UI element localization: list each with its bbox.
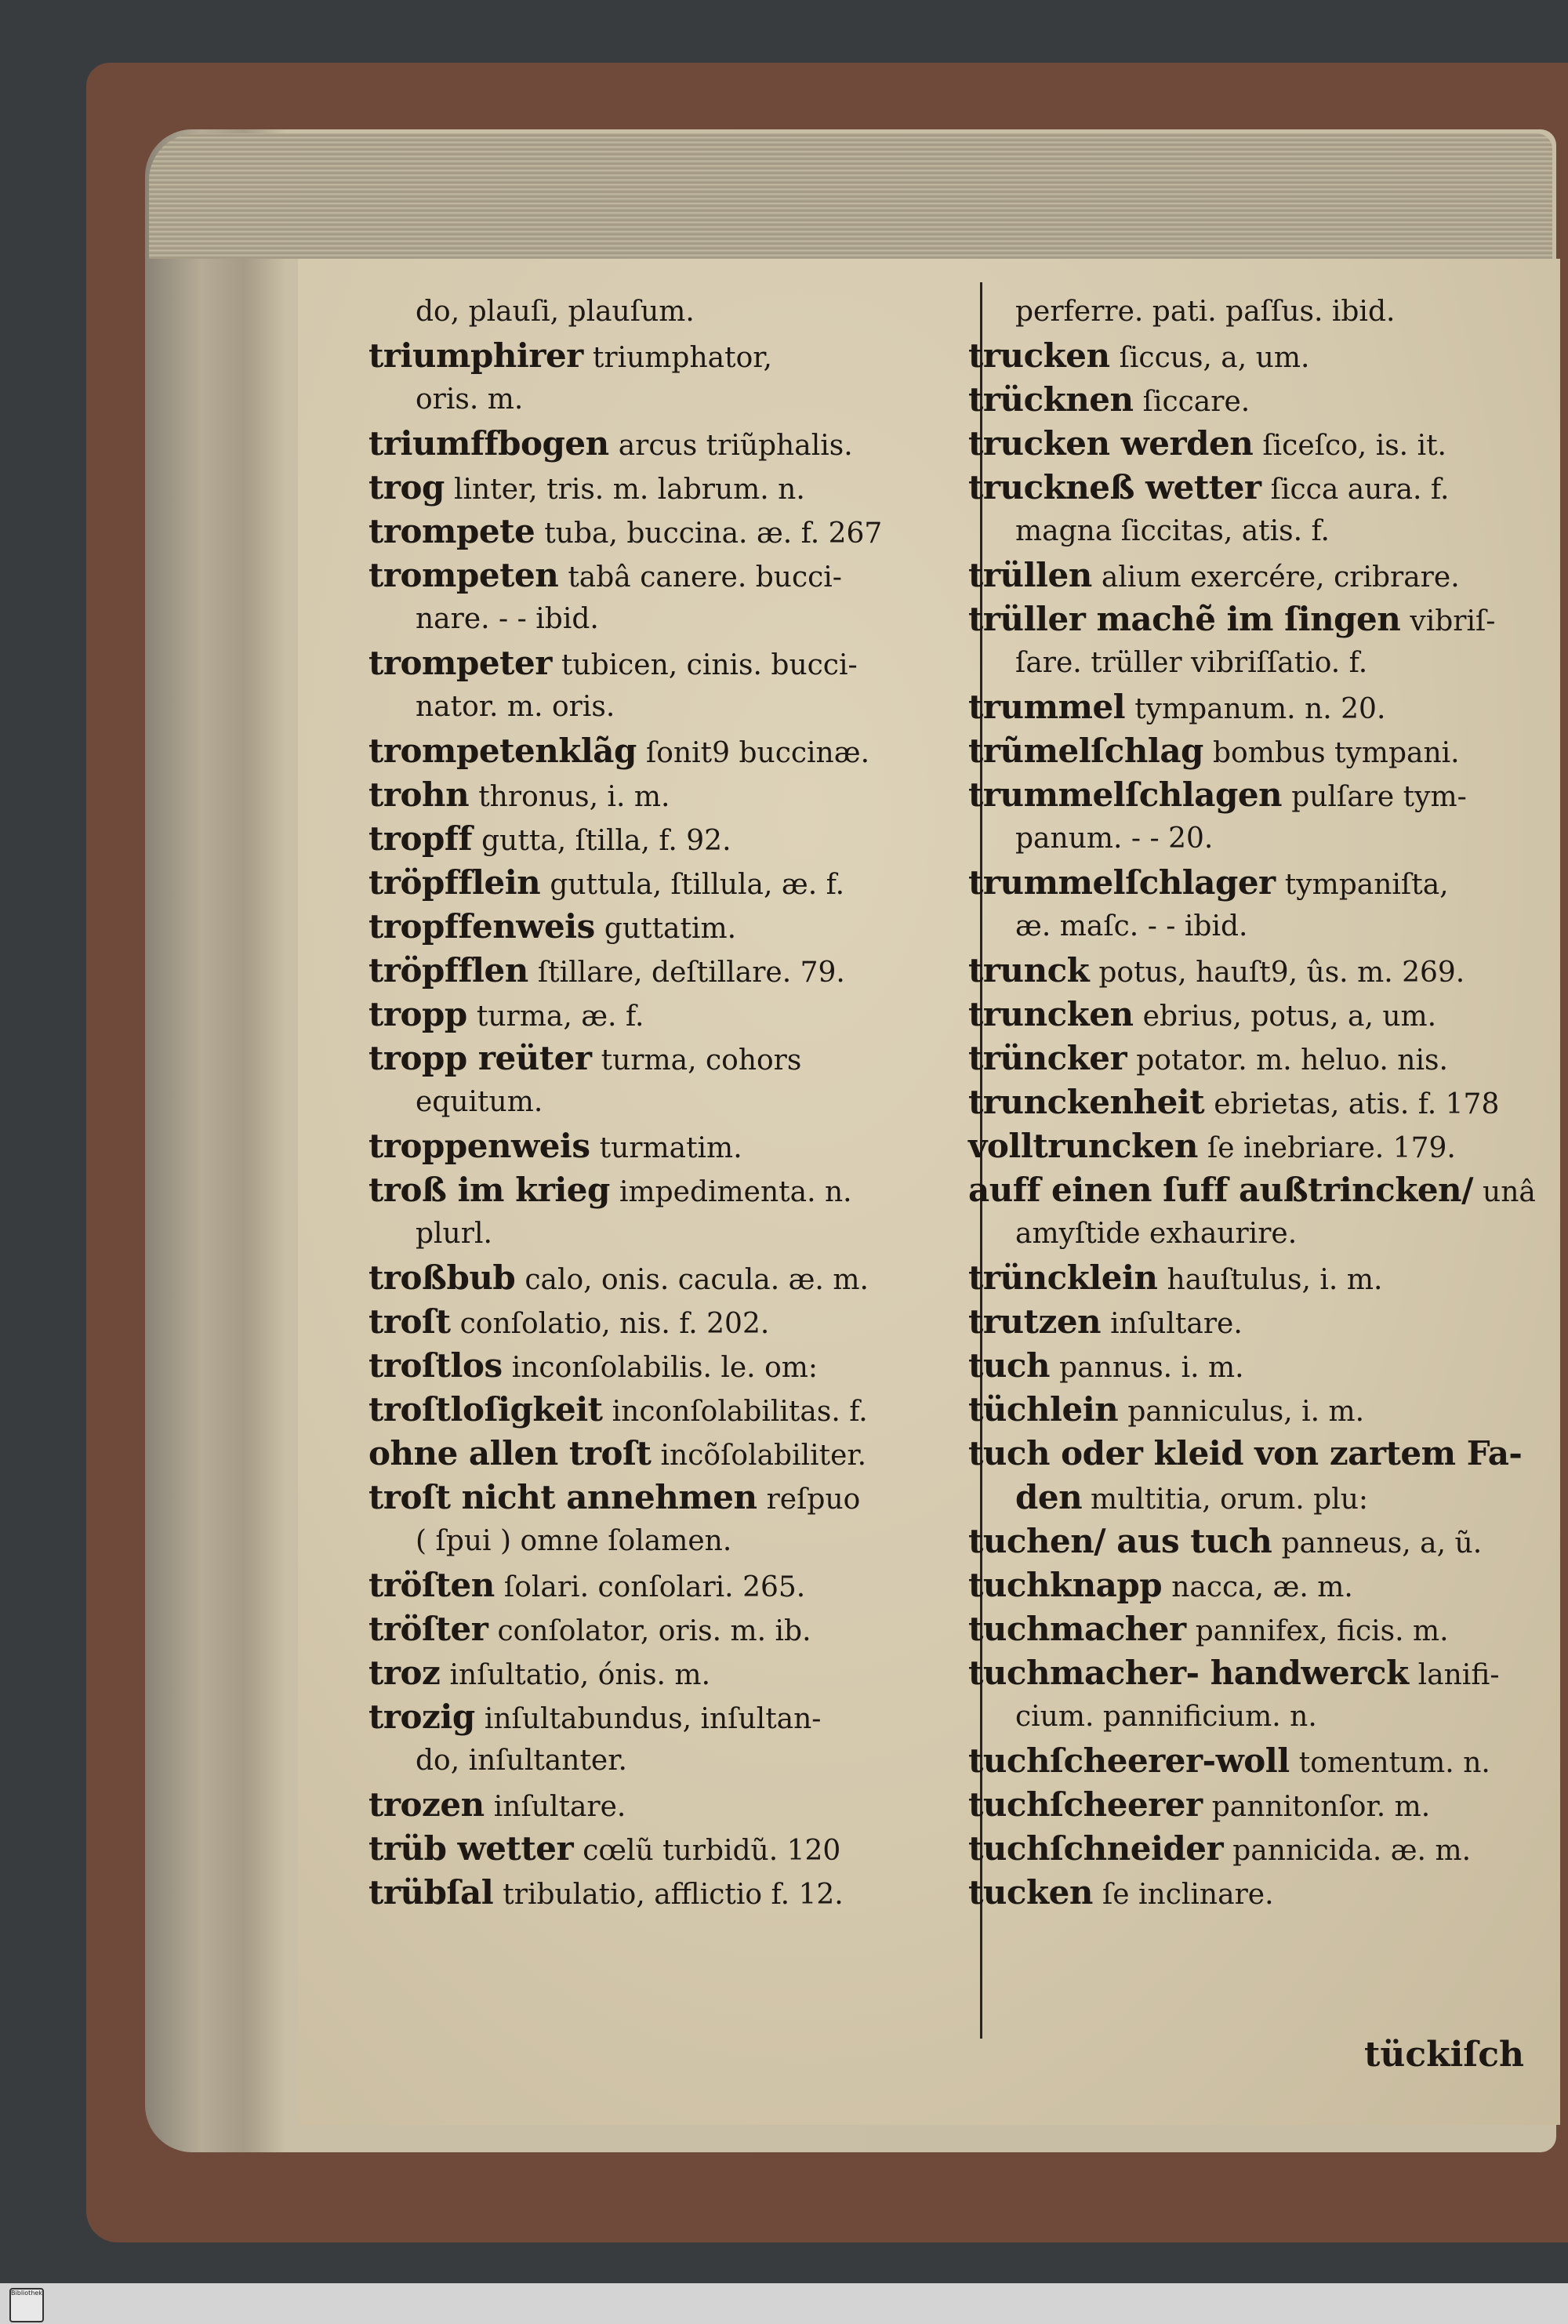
headword: truncken — [968, 995, 1134, 1033]
headword: tröſten — [368, 1566, 495, 1604]
latin-gloss: plurl. — [416, 1218, 492, 1250]
latin-gloss: ſicca aura. f. — [1270, 474, 1450, 506]
latin-gloss: panniculus, i. m. — [1127, 1396, 1365, 1428]
latin-gloss: nacca, æ. m. — [1171, 1571, 1353, 1603]
dictionary-entry — [368, 290, 980, 334]
dictionary-entry — [968, 1476, 1548, 1520]
headword: trompetenklãg — [368, 732, 637, 770]
dictionary-entry — [368, 1695, 980, 1739]
latin-gloss: hauſtulus, i. m. — [1167, 1264, 1383, 1296]
latin-gloss: pannicida. æ. m. — [1232, 1835, 1472, 1867]
right-column — [968, 290, 1548, 1915]
latin-gloss: linter, tris. m. labrum. n. — [454, 474, 805, 506]
latin-gloss: perferre. pati. paſſus. ibid. — [1015, 296, 1396, 328]
dictionary-entry — [368, 334, 980, 378]
headword: troſtloſigkeit — [368, 1390, 603, 1429]
dictionary-entry — [968, 334, 1548, 378]
latin-gloss: guttatim. — [604, 913, 737, 945]
headword: tuchen/ aus tuch — [968, 1522, 1272, 1560]
dictionary-entry — [368, 685, 980, 729]
latin-gloss: tomentum. n. — [1298, 1747, 1490, 1779]
dictionary-entry — [968, 1520, 1548, 1563]
headword: ohne allen troſt — [368, 1434, 652, 1472]
headword: troz — [368, 1654, 441, 1692]
dictionary-entry — [968, 1563, 1548, 1607]
headword: den — [1015, 1478, 1083, 1516]
headword: troſt nicht annehmen — [368, 1478, 757, 1516]
latin-gloss: æ. maſc. - - ibid. — [1015, 910, 1248, 942]
latin-gloss: arcus triũphalis. — [618, 430, 853, 462]
latin-gloss: pannitonſor. m. — [1211, 1791, 1431, 1823]
dictionary-entry — [968, 773, 1548, 817]
latin-gloss: tabâ canere. bucci- — [568, 561, 842, 594]
dictionary-entry — [368, 1827, 980, 1871]
headword: trompeter — [368, 644, 552, 682]
dictionary-entry — [968, 861, 1548, 905]
dictionary-entry — [968, 729, 1548, 773]
headword: triumphirer — [368, 336, 583, 375]
dictionary-entry — [368, 949, 980, 993]
headword: trüncker — [968, 1039, 1127, 1077]
dictionary-entry — [368, 1124, 980, 1168]
dictionary-entry — [368, 378, 980, 422]
headword: trüncklein — [968, 1258, 1158, 1297]
latin-gloss: pannifex, ficis. m. — [1195, 1615, 1449, 1647]
headword: tuchſcheerer-woll — [968, 1741, 1290, 1780]
latin-gloss: potus, hauſt9, ûs. m. 269. — [1098, 957, 1465, 989]
dictionary-entry — [968, 1388, 1548, 1432]
dictionary-entry — [368, 729, 980, 773]
latin-gloss: ſolari. conſolari. 265. — [503, 1571, 806, 1603]
dictionary-entry — [968, 597, 1548, 641]
headword: trozig — [368, 1698, 475, 1736]
headword: tropp reüter — [368, 1039, 592, 1077]
latin-gloss: conſolatio, nis. f. 202. — [459, 1308, 770, 1340]
headword: triumffbogen — [368, 424, 609, 463]
dictionary-entry — [968, 1871, 1548, 1915]
dictionary-entry — [968, 817, 1548, 861]
latin-gloss: pannus. i. m. — [1059, 1352, 1244, 1384]
latin-gloss: triumphator, — [592, 342, 772, 374]
latin-gloss: inconſolabilitas. f. — [612, 1396, 868, 1428]
catchword: tückiſch — [1364, 2035, 1525, 2075]
dictionary-entry — [368, 641, 980, 685]
headword: trüllen — [968, 556, 1092, 594]
headword: tuchknapp — [968, 1566, 1163, 1604]
dictionary-entry — [368, 597, 980, 641]
dictionary-entry — [968, 1037, 1548, 1080]
page-edges — [149, 133, 1552, 259]
dictionary-entry — [368, 993, 980, 1037]
headword: volltruncken — [968, 1127, 1198, 1165]
latin-gloss: ſare. trüller vibriſſatio. f. — [1015, 647, 1368, 679]
latin-gloss: inconſolabilis. le. om: — [511, 1352, 818, 1384]
latin-gloss: ſiccare. — [1142, 386, 1250, 418]
latin-gloss: ſonit9 buccinæ. — [645, 737, 870, 769]
latin-gloss: tympaniſta, — [1284, 869, 1449, 901]
headword: trog — [368, 468, 445, 507]
latin-gloss: impedimenta. n. — [619, 1176, 852, 1208]
latin-gloss: cium. pannificium. n. — [1015, 1701, 1317, 1733]
dictionary-entry — [368, 861, 980, 905]
latin-gloss: ſtillare, deſtillare. 79. — [537, 957, 845, 989]
dictionary-entry — [968, 905, 1548, 949]
headword: tüchlein — [968, 1390, 1119, 1429]
headword: trunckenheit — [968, 1083, 1205, 1121]
headword: tuch oder kleid von zartem Fa- — [968, 1434, 1523, 1472]
dictionary-entry — [368, 1037, 980, 1080]
dictionary-entry — [968, 1300, 1548, 1344]
dictionary-entry — [968, 1651, 1548, 1695]
latin-gloss: inſultabundus, inſultan- — [484, 1703, 822, 1735]
dictionary-entry — [368, 1476, 980, 1520]
dictionary-entry — [368, 1300, 980, 1344]
dictionary-entry — [368, 1739, 980, 1783]
dictionary-entry — [968, 1783, 1548, 1827]
dictionary-entry — [968, 641, 1548, 685]
latin-gloss: magna ſiccitas, atis. f. — [1015, 515, 1330, 547]
dictionary-entry — [368, 773, 980, 817]
latin-gloss: ſe inebriare. 179. — [1207, 1132, 1456, 1164]
latin-gloss: do, plauſi, plauſum. — [416, 296, 695, 328]
headword: trummelſchlagen — [968, 775, 1283, 814]
latin-gloss: potator. m. heluo. nis. — [1136, 1044, 1448, 1077]
dictionary-entry — [968, 466, 1548, 510]
dictionary-entry — [368, 1520, 980, 1563]
dictionary-entry — [368, 1432, 980, 1476]
dictionary-entry — [368, 554, 980, 597]
dictionary-entry — [968, 1168, 1548, 1212]
latin-gloss: bombus tympani. — [1213, 737, 1460, 769]
latin-gloss: panum. - - 20. — [1015, 822, 1214, 855]
latin-gloss: amyſtide exhaurire. — [1015, 1218, 1298, 1250]
headword: trucken werden — [968, 424, 1254, 463]
latin-gloss: multitia, orum. plu: — [1090, 1483, 1369, 1516]
headword: troß im krieg — [368, 1171, 610, 1209]
latin-gloss: unâ — [1483, 1176, 1536, 1208]
headword: trutzen — [968, 1302, 1102, 1341]
latin-gloss: turmatim. — [599, 1132, 742, 1164]
dictionary-entry — [968, 1432, 1548, 1476]
latin-gloss: ( ſpui ) omne ſolamen. — [416, 1525, 732, 1557]
latin-gloss: lanifi- — [1417, 1659, 1500, 1691]
latin-gloss: alium exercére, cribrare. — [1101, 561, 1460, 594]
dictionary-entry — [368, 1783, 980, 1827]
dictionary-entry — [368, 1871, 980, 1915]
dictionary-entry — [368, 1651, 980, 1695]
headword: auff einen ſuff außtrincken/ — [968, 1171, 1473, 1209]
latin-gloss: reſpuo — [766, 1483, 861, 1516]
headword: troppenweis — [368, 1127, 590, 1165]
latin-gloss: nare. - - ibid. — [416, 603, 599, 635]
latin-gloss: tympanum. n. 20. — [1134, 693, 1386, 725]
latin-gloss: tribulatio, afflictio f. 12. — [503, 1879, 844, 1911]
latin-gloss: ſiccus, a, um. — [1119, 342, 1310, 374]
dictionary-entry — [968, 510, 1548, 554]
headword: trohn — [368, 775, 470, 814]
library-logo: Bibliothek — [9, 2288, 44, 2322]
latin-gloss: vibriſ- — [1410, 605, 1496, 637]
latin-gloss: pulſare tym- — [1291, 781, 1467, 813]
latin-gloss: calo, onis. cacula. æ. m. — [524, 1264, 869, 1296]
headword: trüb wetter — [368, 1829, 574, 1868]
dictionary-entry — [968, 1344, 1548, 1388]
footer-bar — [0, 2283, 1568, 2324]
headword: trummelſchlager — [968, 863, 1276, 902]
latin-gloss: guttula, ſtillula, æ. f. — [550, 869, 845, 901]
latin-gloss: ebrietas, atis. f. 178 — [1214, 1088, 1500, 1120]
headword: tuchſchneider — [968, 1829, 1224, 1868]
dictionary-entry — [368, 1256, 980, 1300]
dictionary-entry — [368, 1607, 980, 1651]
headword: trũmelſchlag — [968, 732, 1203, 770]
dictionary-entry — [968, 1827, 1548, 1871]
dictionary-entry — [968, 554, 1548, 597]
latin-gloss: panneus, a, ũ. — [1281, 1527, 1483, 1560]
latin-gloss: cœlũ turbidũ. 120 — [583, 1835, 841, 1867]
latin-gloss: turma, cohors — [601, 1044, 802, 1077]
headword: tröpfflein — [368, 863, 541, 902]
dictionary-entry — [968, 1739, 1548, 1783]
headword: tuchmacher- handwerck — [968, 1654, 1409, 1692]
dictionary-entry — [368, 1080, 980, 1124]
dictionary-entry — [968, 378, 1548, 422]
dictionary-entry — [968, 1212, 1548, 1256]
dictionary-entry — [368, 817, 980, 861]
dictionary-entry — [368, 905, 980, 949]
dictionary-entry — [368, 1212, 980, 1256]
latin-gloss: oris. m. — [416, 383, 524, 416]
latin-gloss: nator. m. oris. — [416, 691, 615, 723]
latin-gloss: tubicen, cinis. bucci- — [561, 649, 858, 681]
headword: troſt — [368, 1302, 451, 1341]
headword: tropp — [368, 995, 467, 1033]
dictionary-entry — [968, 1124, 1548, 1168]
headword: trucken — [968, 336, 1110, 375]
headword: trübſal — [368, 1873, 494, 1912]
latin-gloss: ſiceſco, is. it. — [1262, 430, 1446, 462]
headword: troßbub — [368, 1258, 516, 1297]
latin-gloss: ebrius, potus, a, um. — [1142, 1000, 1437, 1033]
headword: tucken — [968, 1873, 1093, 1912]
headword: trummel — [968, 688, 1126, 726]
latin-gloss: inſultatio, ónis. m. — [449, 1659, 711, 1691]
headword: trüller machẽ im ſingen — [968, 600, 1401, 638]
headword: troſtlos — [368, 1346, 503, 1385]
dictionary-entry — [968, 685, 1548, 729]
left-column — [368, 290, 980, 1915]
dictionary-entry — [968, 422, 1548, 466]
latin-gloss: ſe inclinare. — [1102, 1879, 1274, 1911]
dictionary-entry — [968, 1695, 1548, 1739]
headword: tropffenweis — [368, 907, 595, 946]
headword: trozen — [368, 1785, 485, 1824]
latin-gloss: thronus, i. m. — [478, 781, 670, 813]
headword: trompeten — [368, 556, 559, 594]
headword: tuchmacher — [968, 1610, 1186, 1648]
dictionary-entry — [968, 1080, 1548, 1124]
headword: trunck — [968, 951, 1090, 990]
latin-gloss: inſultare. — [493, 1791, 626, 1823]
dictionary-entry — [968, 1256, 1548, 1300]
latin-gloss: incõſolabiliter. — [660, 1440, 867, 1472]
dictionary-entry — [968, 949, 1548, 993]
dictionary-entry — [968, 290, 1548, 334]
dictionary-entry — [368, 422, 980, 466]
latin-gloss: tuba, buccina. æ. f. 267 — [544, 517, 883, 550]
headword: tuch — [968, 1346, 1051, 1385]
dictionary-entry — [368, 1563, 980, 1607]
dictionary-entry — [368, 1168, 980, 1212]
latin-gloss: gutta, ſtilla, f. 92. — [481, 825, 731, 857]
headword: tröſter — [368, 1610, 488, 1648]
headword: tuchſcheerer — [968, 1785, 1203, 1824]
dictionary-entry — [368, 1388, 980, 1432]
headword: tropff — [368, 819, 473, 858]
dictionary-entry — [968, 1607, 1548, 1651]
dictionary-entry — [368, 466, 980, 510]
latin-gloss: inſultare. — [1110, 1308, 1243, 1340]
dictionary-entry — [968, 993, 1548, 1037]
latin-gloss: turma, æ. f. — [476, 1000, 644, 1033]
latin-gloss: do, inſultanter. — [416, 1745, 627, 1777]
dictionary-entry — [368, 1344, 980, 1388]
latin-gloss: equitum. — [416, 1086, 543, 1118]
headword: truckneß wetter — [968, 468, 1261, 507]
headword: tröpfflen — [368, 951, 528, 990]
latin-gloss: conſolator, oris. m. ib. — [497, 1615, 811, 1647]
dictionary-entry — [368, 510, 980, 554]
headword: trompete — [368, 512, 535, 550]
headword: trücknen — [968, 380, 1134, 419]
